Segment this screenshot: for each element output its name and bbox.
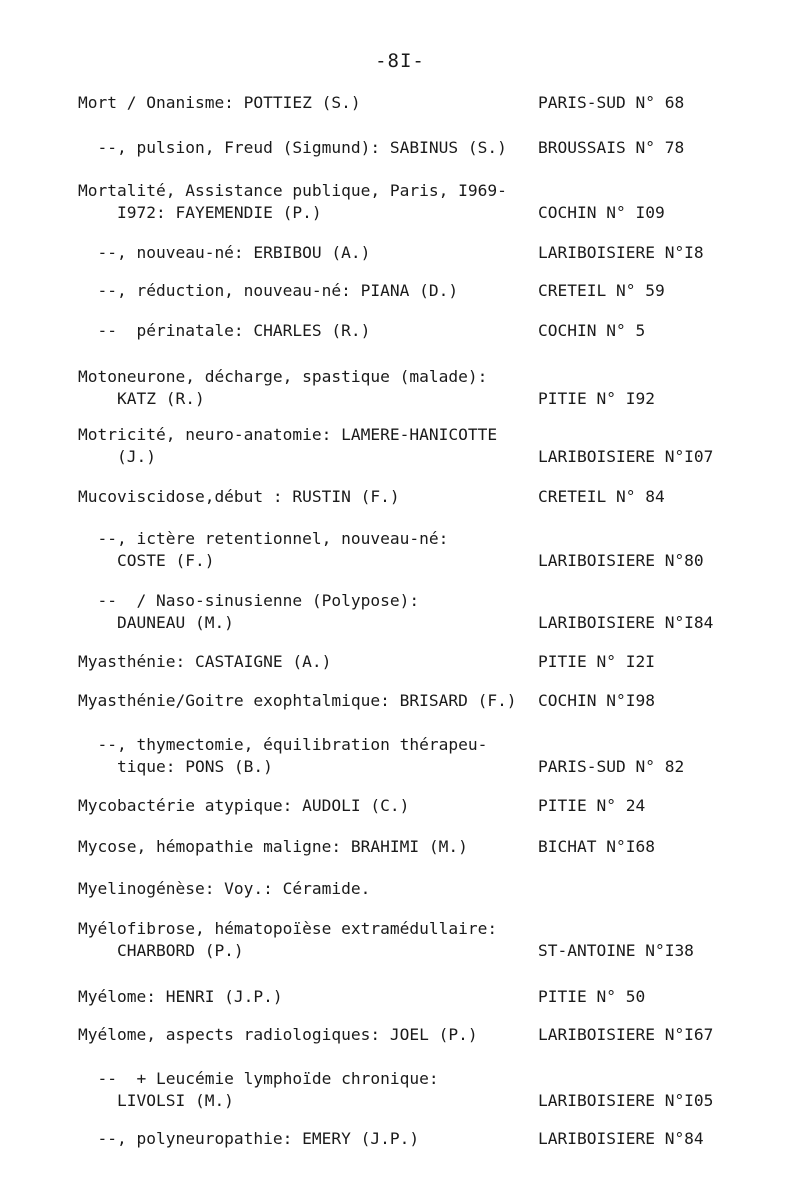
index-entry: [78, 878, 738, 900]
entry-reference: ST-ANTOINE N°I38: [538, 941, 694, 960]
entry-subject-line: Motricité, neuro-anatomie: LAMERE-HANICOTTE: [78, 425, 498, 444]
entry-subject-line: --, nouveau-né: ERBIBOU (A.): [78, 243, 371, 262]
index-entry: [78, 651, 738, 673]
entry-subject-line: -- + Leucémie lymphoïde chronique:: [78, 1069, 439, 1088]
entry-subject-line: -- périnatale: CHARLES (R.): [78, 321, 371, 340]
entry-reference: PITIE N° 50: [538, 987, 646, 1006]
entry-reference: LARIBOISIERE N°I67: [538, 1025, 714, 1044]
index-entry: [78, 1128, 738, 1150]
index-entry: [78, 242, 738, 264]
index-entry: [78, 986, 738, 1008]
entry-subject-line: I972: FAYEMENDIE (P.): [78, 203, 322, 222]
entry-reference: COCHIN N° I09: [538, 203, 665, 222]
entry-reference: PARIS-SUD N° 68: [538, 93, 685, 112]
entry-subject-line: Motoneurone, décharge, spastique (malade):: [78, 367, 488, 386]
index-entry: [78, 180, 738, 224]
entry-subject-line: --, ictère retentionnel, nouveau-né:: [78, 529, 449, 548]
entry-subject-line: LIVOLSI (M.): [78, 1091, 234, 1110]
entry-subject-line: tique: PONS (B.): [78, 757, 273, 776]
entry-reference: PARIS-SUD N° 82: [538, 757, 685, 776]
index-entry: [78, 1024, 738, 1046]
entry-subject-line: DAUNEAU (M.): [78, 613, 234, 632]
entry-subject-line: Mycobactérie atypique: AUDOLI (C.): [78, 796, 410, 815]
entry-reference: LARIBOISIERE N°I84: [538, 613, 714, 632]
entry-reference: CRETEIL N° 84: [538, 487, 665, 506]
entry-reference: LARIBOISIERE N°I8: [538, 243, 704, 262]
entry-subject-line: Mort / Onanisme: POTTIEZ (S.): [78, 93, 361, 112]
entry-subject-line: -- / Naso-sinusienne (Polypose):: [78, 591, 420, 610]
entry-subject-line: Mortalité, Assistance publique, Paris, I969-: [78, 181, 507, 200]
index-entry: [78, 366, 738, 410]
entry-subject-line: --, thymectomie, équilibration thérapeu-: [78, 735, 488, 754]
entry-subject-line: Myasthénie/Goitre exophtalmique: BRISARD (F.): [78, 691, 517, 710]
entry-subject-line: COSTE (F.): [78, 551, 215, 570]
index-entry: [78, 424, 738, 468]
index-entry: [78, 137, 738, 159]
index-entry: [78, 320, 738, 342]
index-entry: [78, 590, 738, 634]
entry-subject-line: (J.): [78, 447, 156, 466]
entry-reference: LARIBOISIERE N°I05: [538, 1091, 714, 1110]
entry-subject-line: Myélome, aspects radiologiques: JOEL (P.): [78, 1025, 478, 1044]
index-entry: [78, 280, 738, 302]
index-entry: [78, 795, 738, 817]
entry-reference: CRETEIL N° 59: [538, 281, 665, 300]
index-entry: [78, 1068, 738, 1112]
index-entry: [78, 918, 738, 962]
index-entry: [78, 486, 738, 508]
entry-subject-line: --, polyneuropathie: EMERY (J.P.): [78, 1129, 420, 1148]
entry-subject-line: Mucoviscidose,début : RUSTIN (F.): [78, 487, 400, 506]
entry-reference: COCHIN N°I98: [538, 691, 655, 710]
entry-subject-line: Mycose, hémopathie maligne: BRAHIMI (M.): [78, 837, 468, 856]
entry-reference: LARIBOISIERE N°84: [538, 1129, 704, 1148]
entry-reference: LARIBOISIERE N°80: [538, 551, 704, 570]
entry-reference: COCHIN N° 5: [538, 321, 646, 340]
index-entry: [78, 92, 738, 114]
entry-subject-line: Myélome: HENRI (J.P.): [78, 987, 283, 1006]
index-entry: [78, 734, 738, 778]
entry-subject-line: KATZ (R.): [78, 389, 205, 408]
entry-reference: LARIBOISIERE N°I07: [538, 447, 714, 466]
entry-subject: [78, 878, 738, 900]
entry-subject-line: Myasthénie: CASTAIGNE (A.): [78, 652, 332, 671]
index-entry: [78, 836, 738, 858]
entry-subject-line: --, pulsion, Freud (Sigmund): SABINUS (S.): [78, 138, 507, 157]
entry-reference: PITIE N° I2I: [538, 652, 655, 671]
entry-reference: BICHAT N°I68: [538, 837, 655, 856]
index-entry: [78, 690, 738, 712]
entry-subject-line: Myelinogénèse: Voy.: Céramide.: [78, 879, 371, 898]
entry-reference: PITIE N° 24: [538, 796, 646, 815]
entry-reference: PITIE N° I92: [538, 389, 655, 408]
entry-subject-line: --, réduction, nouveau-né: PIANA (D.): [78, 281, 459, 300]
index-entry: [78, 528, 738, 572]
page-number: -8I-: [375, 50, 425, 72]
entry-reference: BROUSSAIS N° 78: [538, 138, 685, 157]
entry-subject-line: Myélofibrose, hématopoïèse extramédullaire:: [78, 919, 498, 938]
entry-subject-line: CHARBORD (P.): [78, 941, 244, 960]
